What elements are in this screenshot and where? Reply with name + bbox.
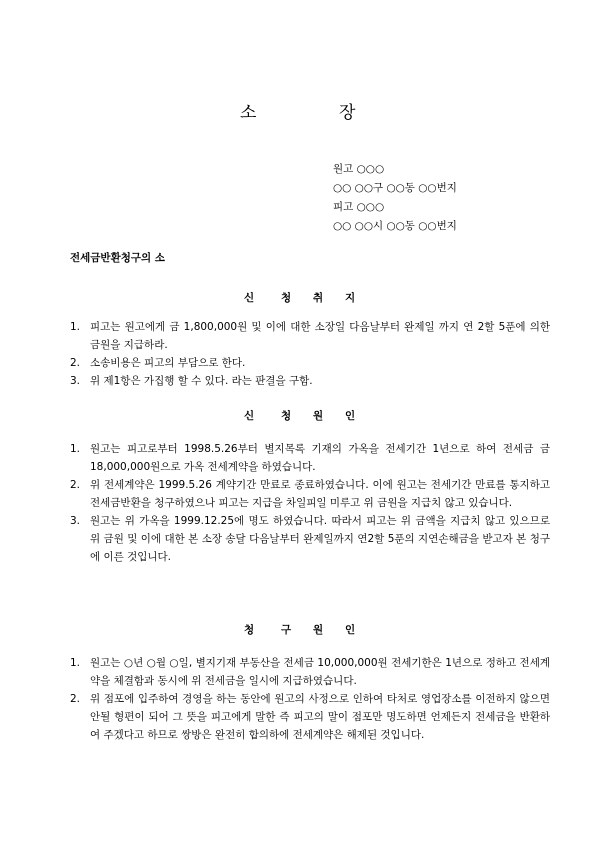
heading-char: 원	[313, 410, 324, 422]
item-text: 원고는 피고로부터 1998.5.26부터 별지목록 기재의 가옥을 전세기간 1년으로 하여 전세금 금 18,000,000원으로 가옥 전세계약을 하였습니다.	[90, 443, 550, 473]
heading-char: 청	[281, 410, 292, 422]
item-text: 위 점포에 입주하여 경영을 하는 동안에 원고의 사정으로 인하여 타처로 영업장소를 이전하지 않으면 안될 형편이 되어 그 뜻을 피고에게 말한 즉 피고의 말이 점포만 명도하면 언제든지 전세금을 반환하여 주겠다고 하므로 쌍방은 완전히 합의하에 전세계약은 해제된 것입니다.	[90, 693, 550, 741]
item-number: 2.	[70, 693, 81, 705]
item-number: 1.	[70, 657, 81, 669]
plaintiff-address: ○○ ○○구 ○○동 ○○번지	[333, 182, 457, 194]
item-number: 3.	[70, 375, 81, 387]
heading-char: 인	[345, 410, 356, 422]
title-char-2: 장	[339, 103, 356, 123]
heading-char: 원	[313, 624, 324, 636]
defendant-address: ○○ ○○시 ○○동 ○○번지	[333, 220, 457, 232]
item-text: 위 전세계약은 1999.5.26 계약기간 만료로 종료하였습니다. 이에 원고는 전세기간 만료를 통지하고 전세금반환을 청구하였으나 피고는 지급을 차일피일 미루고 위 금원을 지급치 않고 있습니다.	[90, 479, 550, 509]
item-number: 2.	[70, 479, 81, 491]
item-number: 1.	[70, 443, 81, 455]
list-item	[70, 476, 550, 512]
list-item	[70, 512, 550, 566]
list-item	[70, 318, 550, 354]
list-item	[70, 354, 550, 372]
case-name: 전세금반환청구의 소	[70, 252, 165, 264]
item-text: 원고는 ○년 ○월 ○일, 별지기재 부동산을 전세금 10,000,000원 전세기한은 1년으로 정하고 전세계약을 체결함과 동시에 위 전세금을 일시에 지급하였습니다.	[90, 657, 550, 687]
item-text: 피고는 원고에게 금 1,800,000원 및 이에 대한 소장일 다음날부터 완제일 까지 연 2할 5푼에 의한 금원을 지급하라.	[90, 321, 550, 351]
list-item	[70, 654, 550, 690]
item-text: 소송비용은 피고의 부담으로 한다.	[90, 357, 246, 369]
item-text: 위 제1항은 가집행 할 수 있다. 라는 판결을 구함.	[90, 375, 313, 387]
heading-char: 인	[345, 624, 356, 636]
heading-char: 취	[313, 292, 324, 304]
heading-char: 청	[281, 292, 292, 304]
item-number: 1.	[70, 321, 81, 333]
heading-char: 구	[281, 624, 292, 636]
item-number: 3.	[70, 515, 81, 527]
item-number: 2.	[70, 357, 81, 369]
heading-char: 청	[244, 624, 255, 636]
cause-list	[70, 440, 550, 566]
claim-cause-list	[70, 654, 550, 744]
heading-char: 신	[244, 292, 255, 304]
list-item	[70, 440, 550, 476]
list-item	[70, 690, 550, 744]
heading-char: 지	[345, 292, 356, 304]
defendant-name: 피고 ○○○	[333, 201, 385, 213]
title-char-1: 소	[240, 103, 257, 123]
plaintiff-name: 원고 ○○○	[333, 163, 385, 175]
claim-list	[70, 318, 550, 390]
heading-char: 신	[244, 410, 255, 422]
list-item	[70, 372, 550, 390]
item-text: 원고는 위 가옥을 1999.12.25에 명도 하였습니다. 따라서 피고는 위 금액을 지급치 않고 있으므로 위 금원 및 이에 대한 본 소장 송달 다음날부터 완제일까지 연2할 5푼의 지연손해금을 받고자 본 청구에 이른 것입니다.	[90, 515, 550, 563]
